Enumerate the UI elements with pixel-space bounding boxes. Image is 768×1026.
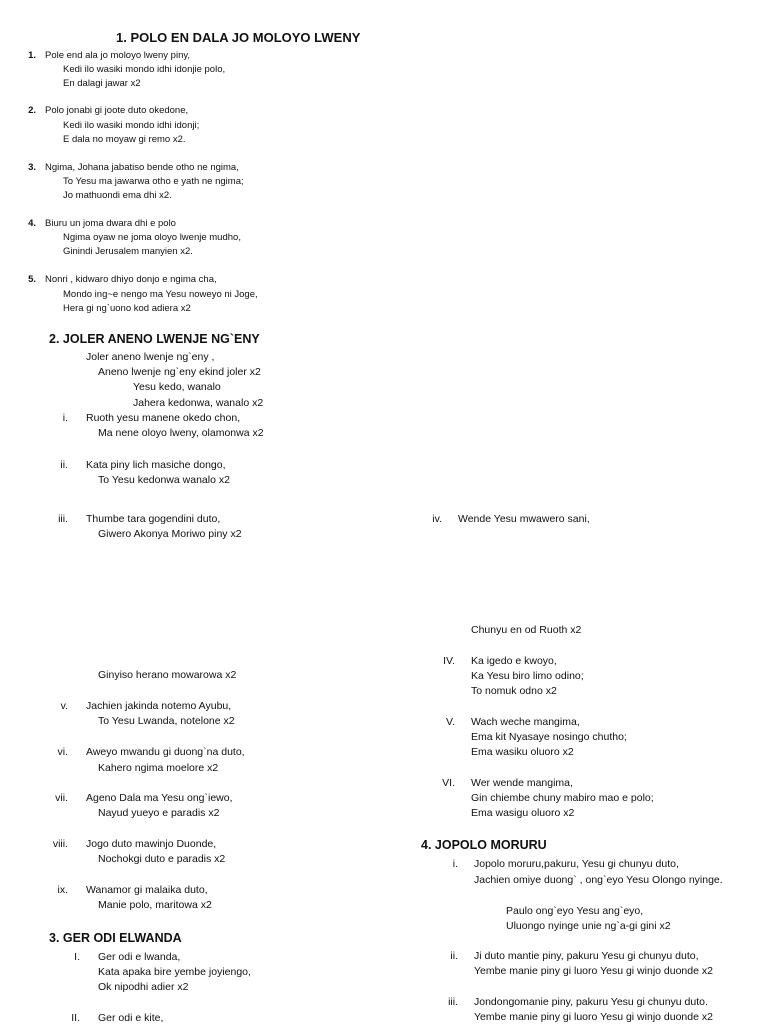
verse-line: Ema wasiku oluoro x2 [471, 746, 574, 758]
verse-line: Ngima, Johana jabatiso bende otho ne ngima, [45, 162, 239, 173]
verse-line: Ka igedo e kwoyo, [471, 655, 557, 667]
verse-line: Wer wende mangima, [471, 777, 573, 789]
chorus-line: Paulo ong`eyo Yesu ang`eyo, [506, 905, 644, 917]
verse-line: Kedi ilo wasiki mondo idhi idonji; [63, 120, 200, 131]
verse-line: Kata piny lich masiche dongo, [86, 459, 226, 471]
verse-number: vii. [55, 792, 68, 804]
verse-line: Polo jonabi gi joote duto okedone, [45, 105, 189, 116]
song2-title: 2. JOLER ANENO LWENJE NG`ENY [49, 332, 260, 346]
verse-line: Mondo ing~e nengo ma Yesu noweyo ni Joge, [63, 289, 258, 300]
verse-number: 3. [28, 162, 36, 173]
verse-line: Ka Yesu biro limo odino; [471, 670, 584, 682]
verse-line: Ngima oyaw ne joma oloyo lwenje mudho, [63, 232, 241, 243]
verse-number: 4. [28, 218, 36, 229]
verse-number: ii. [60, 459, 68, 471]
verse-line: Manie polo, maritowa x2 [98, 899, 212, 911]
verse-line: Nonri , kidwaro dhiyo donjo e ngima cha, [45, 274, 217, 285]
verse-number: viii. [52, 838, 68, 850]
chorus-line: Aneno lwenje ng`eny ekind joler x2 [98, 366, 261, 378]
verse-number: i. [62, 412, 68, 424]
verse-number: 1. [28, 50, 36, 61]
verse-line: Yembe manie piny gi luoro Yesu gi winjo duonde x2 [474, 1011, 713, 1023]
chorus-line: Jahera kedonwa, wanalo x2 [133, 397, 264, 409]
verse-line: Jo mathuondi ema dhi x2. [63, 190, 172, 201]
verse-line: Kahero ngima moelore x2 [98, 762, 219, 774]
verse-line: E dala no moyaw gi remo x2. [63, 134, 186, 145]
verse-line: Ginindi Jerusalem manyien x2. [63, 246, 193, 257]
verse-line: Ok nipodhi adier x2 [98, 981, 189, 993]
chorus-line: Uluongo nyinge unie ng`a-gi gini x2 [506, 920, 671, 932]
verse-line: Ageno Dala ma Yesu ong`iewo, [86, 792, 233, 804]
verse-line: Gin chiembe chuny mabiro mao e polo; [471, 792, 654, 804]
verse-number: v. [60, 700, 68, 712]
verse-number: II. [71, 1012, 80, 1024]
verse-number: ii. [450, 950, 458, 962]
verse-number: iii. [448, 996, 458, 1008]
verse-line: Ger odi e kite, [98, 1012, 164, 1024]
verse-line: Ema wasigu oluoro x2 [471, 807, 575, 819]
verse-line: To Yesu Lwanda, notelone x2 [98, 715, 235, 727]
verse-line: Ruoth yesu manene okedo chon, [86, 412, 241, 424]
verse-number: ix. [57, 884, 68, 896]
verse-number: i. [452, 858, 458, 870]
verse-line: Giwero Akonya Moriwo piny x2 [98, 528, 242, 540]
verse-number: 5. [28, 274, 36, 285]
verse-line: Nochokgi duto e paradis x2 [98, 853, 226, 865]
verse-line: Ji duto mantie piny, pakuru Yesu gi chunyu duto, [474, 950, 699, 962]
verse-line: Aweyo mwandu gi duong`na duto, [86, 746, 245, 758]
verse-line: Wende Yesu mwawero sani, [458, 513, 590, 525]
verse-line: Hera gi ng`uono kod adiera x2 [63, 303, 191, 314]
song4-title: 4. JOPOLO MORURU [421, 838, 547, 852]
verse-line: Yembe manie piny gi luoro Yesu gi winjo duonde x2 [474, 965, 713, 977]
song1-title: 1. POLO EN DALA JO MOLOYO LWENY [116, 30, 361, 45]
verse-line: Ginyiso herano mowarowa x2 [98, 669, 237, 681]
verse-line: Thumbe tara gogendini duto, [86, 513, 221, 525]
verse-line: To nomuk odno x2 [471, 685, 557, 697]
song3-title: 3. GER ODI ELWANDA [49, 931, 182, 945]
verse-line: Jachien omiye duong` , ong`eyo Yesu Olongo nyinge. [474, 874, 723, 886]
verse-line: Jachien jakinda notemo Ayubu, [86, 700, 232, 712]
verse-number: iii. [58, 513, 68, 525]
verse-number: vi. [57, 746, 68, 758]
verse-line: Chunyu en od Ruoth x2 [471, 624, 582, 636]
verse-line: Ma nene oloyo lweny, olamonwa x2 [98, 427, 264, 439]
verse-number: 2. [28, 105, 36, 116]
verse-line: To Yesu ma jawarwa otho e yath ne ngima; [63, 176, 244, 187]
verse-line: Wach weche mangima, [471, 716, 580, 728]
verse-line: Nayud yueyo e paradis x2 [98, 807, 220, 819]
verse-line: Kedi ilo wasiki mondo idhi idonjie polo, [63, 64, 226, 75]
verse-line: To Yesu kedonwa wanalo x2 [98, 474, 230, 486]
verse-line: Biuru un joma dwara dhi e polo [45, 218, 176, 229]
verse-number: IV. [443, 655, 455, 667]
verse-number: V. [446, 716, 455, 728]
verse-line: Kata apaka bire yembe joyiengo, [98, 966, 251, 978]
verse-line: Wanamor gi malaika duto, [86, 884, 208, 896]
verse-line: Jogo duto mawinjo Duonde, [86, 838, 217, 850]
verse-line: En dalagi jawar x2 [63, 78, 141, 89]
verse-number: I. [74, 951, 80, 963]
chorus-line: Joler aneno lwenje ng`eny , [86, 351, 215, 363]
verse-line: Jondongomanie piny, pakuru Yesu gi chunyu duto. [474, 996, 708, 1008]
verse-line: Pole end ala jo moloyo lweny piny, [45, 50, 191, 61]
verse-number: iv. [432, 513, 442, 525]
chorus-line: Yesu kedo, wanalo [133, 381, 221, 393]
verse-line: Ger odi e lwanda, [98, 951, 181, 963]
verse-line: Ema kit Nyasaye nosingo chutho; [471, 731, 627, 743]
verse-line: Jopolo moruru,pakuru, Yesu gi chunyu duto, [474, 858, 679, 870]
verse-number: VI. [442, 777, 455, 789]
